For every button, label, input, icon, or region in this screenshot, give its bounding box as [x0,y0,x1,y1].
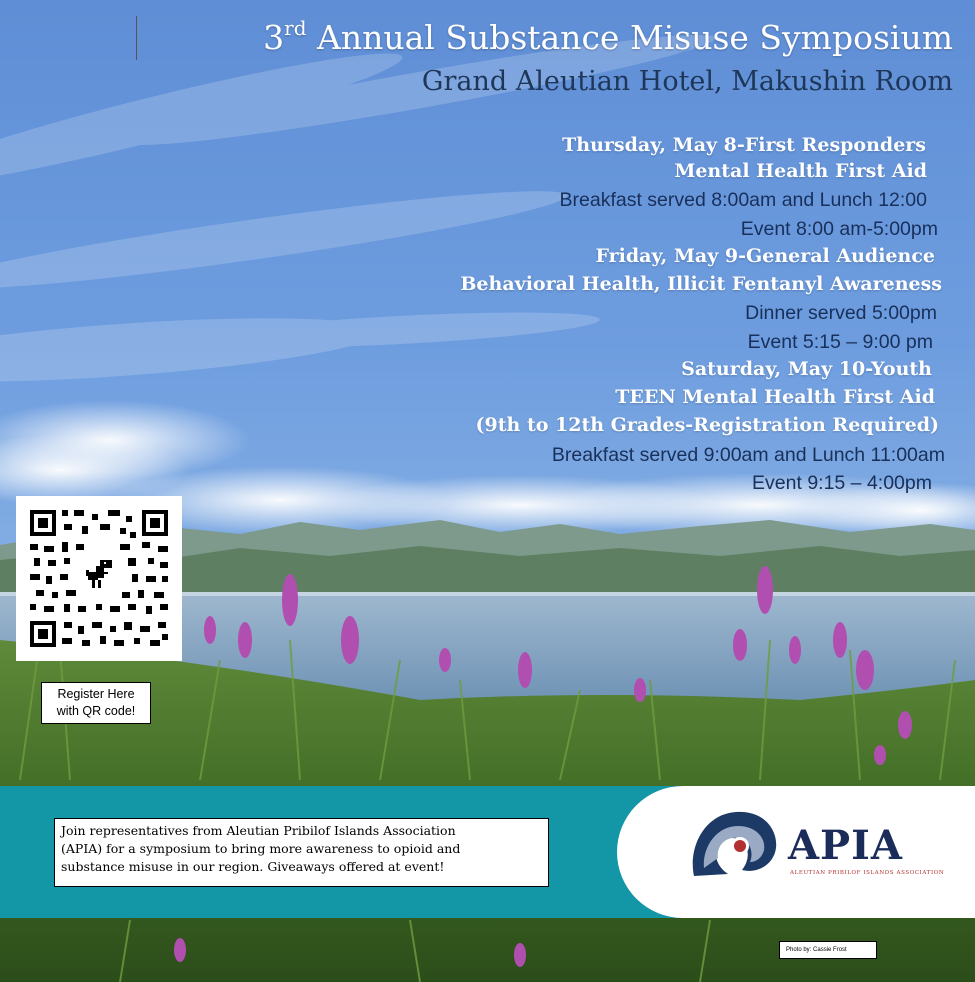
apia-logo-name: APIA [788,822,903,869]
saturday-event: Event 9:15 – 4:00pm [752,472,932,494]
event-title [263,18,953,57]
saturday-heading: Saturday, May 10-Youth [681,358,932,380]
friday-event: Event 5:15 – 9:00 pm [747,331,933,353]
photo-credit: Photo by: Cassie Frost [779,941,877,959]
friday-meals: Dinner served 5:00pm [745,302,937,324]
title-text: Annual Substance Misuse Symposium [306,18,953,57]
register-qr-caption [41,682,151,724]
register-line-1: Register Here [57,687,135,701]
description-line-2: (APIA) for a symposium to bring more awareness to opioid and [61,841,461,856]
registration-qr-code[interactable] [16,496,182,661]
title-ordinal-number: 3 [263,18,285,57]
saturday-meals: Breakfast served 9:00am and Lunch 11:00am [551,444,945,466]
saturday-topic: TEEN Mental Health First Aid [615,386,935,408]
qr-code-icon [16,496,182,661]
thursday-meals: Breakfast served 8:00am and Lunch 12:00 [559,189,927,211]
saturday-note: (9th to 12th Grades-Registration Required) [475,414,939,436]
friday-heading: Friday, May 9-General Audience [595,245,935,267]
register-line-2: with QR code! [56,704,136,718]
thursday-event: Event 8:00 am-5:00pm [740,218,938,240]
text-cursor-mark [136,16,137,60]
description-line-3: substance misuse in our region. Giveaways offered at event! [61,859,445,874]
friday-topic: Behavioral Health, Illicit Fentanyl Awareness [460,273,942,295]
apia-swirl-logo-icon [684,808,780,880]
description-line-1: Join representatives from Aleutian Pribilof Islands Association [61,823,456,838]
symposium-description [54,818,549,887]
title-ordinal-suffix: rd [284,16,307,40]
thursday-topic: Mental Health First Aid [674,160,927,182]
apia-logo-tagline: ALEUTIAN PRIBILOF ISLANDS ASSOCIATION [790,870,945,876]
dinosaur-icon [82,554,116,596]
venue-subtitle: Grand Aleutian Hotel, Makushin Room [421,66,953,97]
thursday-heading: Thursday, May 8-First Responders [562,134,926,156]
